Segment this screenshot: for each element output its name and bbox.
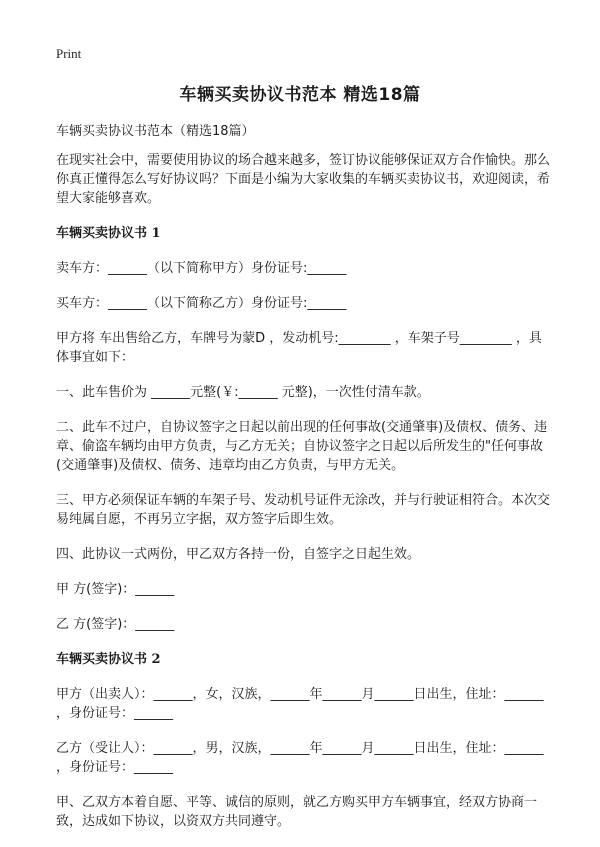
principle-paragraph: 甲、乙双方本着自愿、平等、诚信的原则，就乙方购买甲方车辆事宜，经双方协商一致，达成如下协议，以资双方共同遵守。 [56, 795, 538, 829]
document-body [56, 122, 550, 847]
signature-party-b: 乙 方(签字)：______ [56, 617, 175, 632]
buyer-line: 买车方：______（以下简称乙方）身份证号:______ [56, 296, 347, 311]
party-b-details: 乙方（受让人）：______，男，汉族，______年______月______日出生，住址：______ ，身份证号：______ [56, 741, 544, 775]
page-title: 车辆买卖协议书范本 精选18篇 [179, 85, 421, 105]
seller-line: 卖车方：______（以下简称甲方）身份证号:______ [56, 261, 347, 276]
document-subtitle: 车辆买卖协议书范本（精选18篇） [56, 124, 255, 139]
clause-3: 三、甲方必须保证车辆的车架子号、发动机号证件无涂改，并与行驶证相符合。本次交易纯属自愿，不再另立字据，双方签字后即生效。 [56, 493, 551, 527]
clause-2: 二、此车不过户，自协议签字之日起以前出现的任何事故(交通肇事)及债权、债务、违章、偷盗车辆均由甲方负责，与乙方无关；自协议签字之日起以后所发生的"任何事故(交通肇事)及债权、债务、违章均由乙方负责，与甲方无关。 [56, 420, 548, 473]
section-1-heading: 车辆买卖协议书 1 [56, 226, 161, 241]
vehicle-info-paragraph: 甲方将 车出售给乙方，车牌号为蒙D ，发动机号:________ ，车架子号________ ，具体事宜如下： [56, 331, 542, 365]
signature-party-a: 甲 方(签字)：______ [56, 582, 175, 597]
clause-4: 四、此协议一式两份，甲乙双方各持一份，自签字之日起生效。 [56, 547, 421, 562]
section-2-heading: 车辆买卖协议书 2 [56, 652, 161, 667]
intro-paragraph: 在现实社会中，需要使用协议的场合越来越多，签订协议能够保证双方合作愉快。那么你真正懂得怎么写好协议吗？下面是小编为大家收集的车辆买卖协议书，欢迎阅读，希望大家能够喜欢。 [56, 153, 551, 206]
clause-1: 一、此车售价为 ______元整(￥:______ 元整)，一次性付清车款。 [56, 385, 430, 400]
print-link[interactable]: Print [56, 46, 82, 61]
party-a-details: 甲方（出卖人）：______，女，汉族，______年______月______日出生，住址：______ ，身份证号：______ [56, 687, 544, 721]
